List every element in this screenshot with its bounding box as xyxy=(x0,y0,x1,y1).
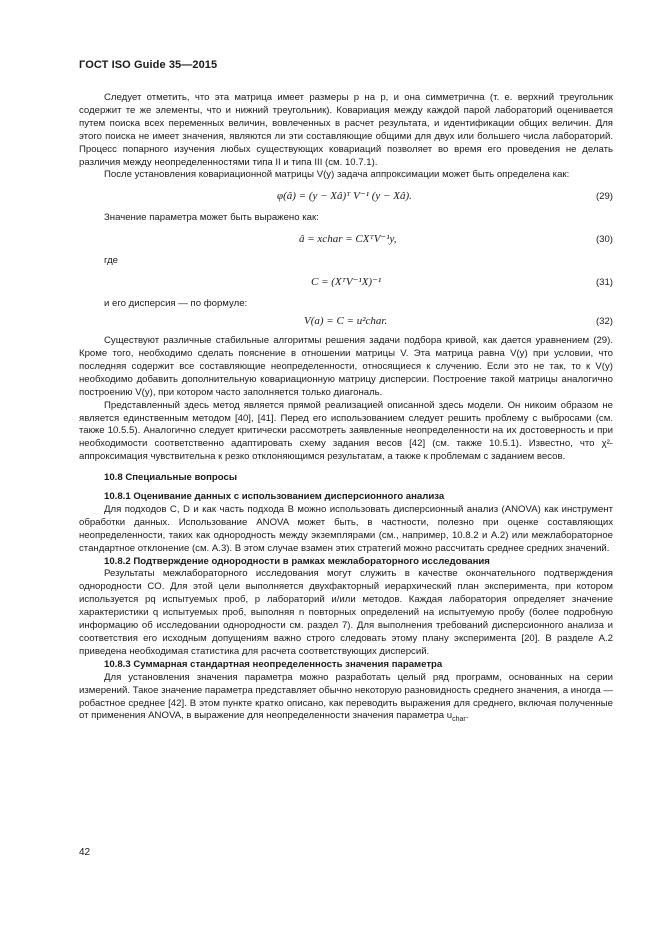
formula-30 xyxy=(79,225,613,255)
page-number: 42 xyxy=(79,847,91,858)
paragraph: где xyxy=(104,255,119,267)
formula-30-number: (30) xyxy=(595,234,613,246)
paragraph-end: . xyxy=(465,710,469,722)
paragraph-text: Для установления значения параметра можно разработать целый ряд программ, основанных на серии измерений. Такое значение параметра представляет обычно некоторую разновидность среднего значения, а иногда — робастное среднее [42]. В этом пункте кратко описано, как переводить выражения для среднего, включая полученные от применения ANOVA, в выражение для неопределенности значения параметра u xyxy=(79,671,613,722)
paragraph: Значение параметра может быть выражено как: xyxy=(104,212,319,224)
page-content xyxy=(79,92,613,727)
paragraph: Существуют различные стабильные алгоритмы решения задачи подбора кривой, как дается уравнением (29). Кроме того, необходимо сделать пояснение в отношении матрицы V. Эта матрица равна V(y) при условии, что последняя содержит все составляющие неопределенности, относящиеся к случению. Если это не так, то к V(y) необходимо добавить дополнительную ковариационную матрицу дисперсии. Построение такой матрицы аналогично построению V(y), при котором часто заполняется только диагональ. xyxy=(79,335,613,398)
paragraph xyxy=(79,672,613,728)
formula-31-number: (31) xyxy=(595,277,613,289)
paragraph: Результаты межлабораторного исследования могут служить в качестве окончательного подтверждения однородности CO. Для этой цели выполняется двухфакторный иерархический план эксперимента, при котором используется pq испытуемых проб, p лабораторий и/или методов. Каждая лаборатория определяет значение характеристики q испытуемых проб, выполняя n повторных определений на испытуемую пробу (более подробную информацию об исследовании однородности см. раздел 7). Для выполнения требований дисперсионного анализа и соответствия его исходным допущениям важно строго следовать этому плану эксперимента [20]. В разделе A.2 приведена необходимая статистика для расчета соответствующих дисперсий. xyxy=(79,568,613,657)
paragraph: Следует отметить, что эта матрица имеет размеры p на p, и она симметрична (т. е. верхний треугольник содержит те же элементы, что и нижний треугольник). Ковариация между каждой парой лабораторий оценивается путем поиска всех переменных величин, вовлеченных в расчет результата, и идентификации общих величин. Для этого поиска не имеет значения, являются ли эти составляющие общими для двух или большего числа лабораторий. Процесс попарного изучения любых существующих ковариаций позволяет во время его проведения не делать различия между неопределенностями типа II и типа III (см. 10.7.1). xyxy=(79,92,613,168)
formula-32 xyxy=(79,311,613,335)
formula-32-number: (32) xyxy=(595,316,613,328)
formula-29 xyxy=(79,182,613,212)
formula-31 xyxy=(79,268,613,298)
subsection-heading: 10.8.2 Подтверждение однородности в рамках межлабораторного исследования xyxy=(104,555,490,567)
formula-32-expression: V(a) = C = u²char. xyxy=(304,315,388,328)
paragraph: После установления ковариационной матрицы V(y) задача аппроксимации может быть определена как: xyxy=(104,169,570,181)
formula-29-expression: φ(â) = (y − Xâ)ᵀ V⁻¹ (y − Xâ). xyxy=(277,190,412,203)
document-header: ГОСТ ISO Guide 35—2015 xyxy=(79,59,218,71)
section-heading: 10.8 Специальные вопросы xyxy=(104,472,238,484)
paragraph: и его дисперсия — по формуле: xyxy=(104,298,248,310)
subsection-heading: 10.8.3 Суммарная стандартная неопределенность значения параметра xyxy=(104,658,443,670)
formula-29-number: (29) xyxy=(595,191,613,203)
paragraph: Для подходов C, D и как часть подхода B можно использовать дисперсионный анализ (ANOVA) как инструмент обработки данных. Использование ANOVA может быть, в частности, полезно при оценке составляющих неопределенности, таких как однородность между экземплярами (см., например, 10.8.2 и A.2) или межлабораторное стандартное отклонение (см. A.3). В этом случае взамен этих стратегий можно рассчитать среднее средних значений. xyxy=(79,503,613,554)
paragraph: Представленный здесь метод является прямой реализацией описанной здесь модели. Он никоим образом не является единственным методом [40], [41]. Перед его использованием следует решить проблему c выбросами (см. также 10.5.5). Аналогично следует критически рассмотреть заявленные неопределенности на их достоверность и при необходимости соответственно адаптировать схему задания весов [42] (см. также 10.5.1). Известно, что χ²-аппроксимация чувствительна к резко отклоняющимся результатам, а также к проблемам c заданием весов. xyxy=(79,399,613,463)
formula-31-expression: C = (XᵀV⁻¹X)⁻¹ xyxy=(311,276,382,289)
formula-30-expression: â = xchar = CXᵀV⁻¹y, xyxy=(299,233,397,246)
subsection-heading: 10.8.1 Оценивание данных с использованием дисперсионного анализа xyxy=(104,491,445,503)
subscript-char: char xyxy=(452,716,466,724)
